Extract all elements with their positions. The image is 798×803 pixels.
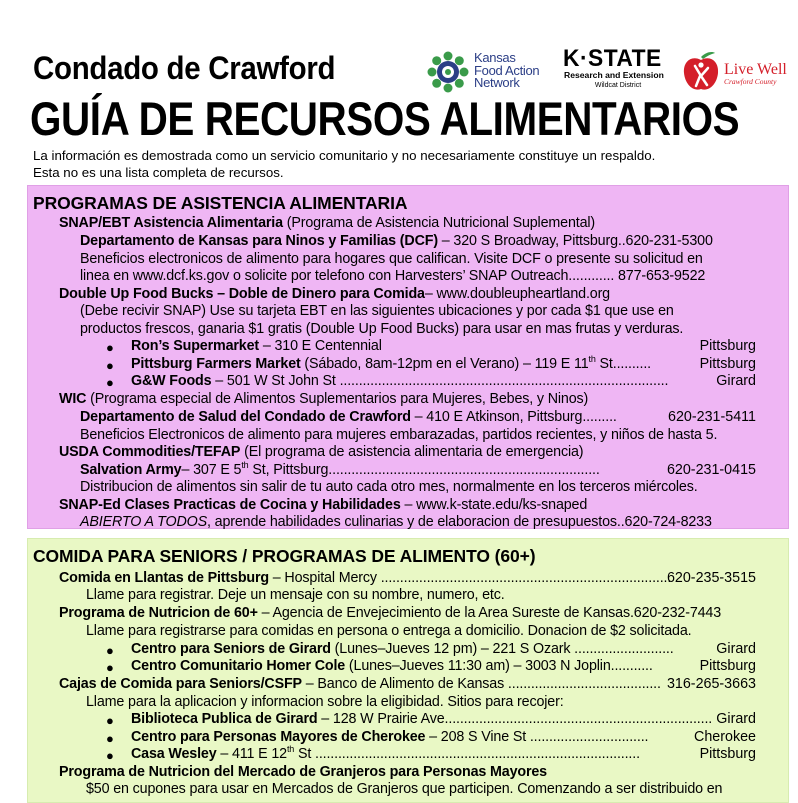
nutrition-60-entry (59, 604, 721, 622)
double-up-url: – www.doubleupheartland.org (424, 286, 610, 302)
csfp-entry (59, 675, 661, 693)
location-name: Casa Wesley (131, 746, 217, 762)
location-name: Centro Comunitario Homer Cole (131, 658, 346, 674)
list-item (131, 372, 668, 390)
location-name: Centro para Personas Mayores de Cherokee (131, 729, 426, 745)
health-dept-title: Departamento de Salud del Condado de Crawford (80, 409, 411, 425)
kstate-subtitle: Research and Extension (564, 70, 664, 80)
kfan-line3: Network (474, 75, 520, 90)
kstate-district: Wildcat District (594, 82, 642, 89)
location-name: Biblioteca Publica de Girard (131, 711, 318, 727)
salvation-army-phone: 620-231-0415 (666, 462, 756, 478)
dcf-desc-line: Beneficios electronicos de alimento para hogares que califican. Visite DCF o presente su solicitud en (80, 251, 703, 267)
bullet-icon: ● (106, 660, 114, 675)
list-item (131, 355, 651, 373)
location-name: G&W Foods (131, 373, 212, 389)
location-city: Pittsburg (699, 338, 756, 354)
leader-dots: ......... (582, 409, 617, 425)
location-address: – 310 E Centennial (259, 338, 382, 354)
dcf-address: – 320 S Broadway, Pittsburg..620-231-5300 (437, 233, 713, 249)
meals-on-wheels-provider: – Hospital Mercy (268, 570, 377, 586)
leader-dots: ....................................................................... (328, 462, 600, 478)
double-up-title: Double Up Food Bucks – Doble de Dinero para Comida (59, 286, 425, 302)
double-up-desc-line: productos frescos, ganaria $1 gratis (Double Up Food Bucks) para usar en mas frutas y verduras. (80, 321, 684, 337)
dcf-desc-line: linea en www.dcf.ks.gov o solicite por telefono con Harvesters’ SNAP Outreach............ 877-653-9522 (80, 268, 706, 284)
location-name: Centro para Seniors de Girard (131, 641, 331, 657)
meals-on-wheels-phone: 620-235-3515 (666, 570, 756, 586)
snap-ed-desc: , aprende habilidades culinarias y de elaboracion de presupuestos..620-724-8233 (207, 514, 712, 530)
location-address: – 501 W St John St (211, 373, 336, 389)
list-item (131, 657, 653, 675)
farmers-market-senior-title: Programa de Nutricion del Mercado de Granjeros para Personas Mayores (59, 764, 547, 780)
leader-dots: ...................................................................... (444, 711, 713, 727)
location-address: (Lunes–Jueves 11:30 am) – 3003 N Joplin (345, 658, 611, 674)
list-item (131, 710, 712, 728)
location-address: (Sábado, 8am-12pm en el Verano) – 119 E 11 (300, 356, 589, 372)
dcf-entry (80, 232, 713, 250)
health-dept-phone: 620-231-5411 (668, 409, 756, 425)
nutrition-60-title: Programa de Nutricion de 60+ (59, 605, 258, 621)
csfp-title: Cajas de Comida para Seniors/CSFP (59, 676, 302, 692)
snap-ed-entry (59, 496, 587, 514)
snap-title: SNAP/EBT Asistencia Alimentaria (59, 215, 283, 231)
location-city: Cherokee (694, 729, 756, 745)
kfan-line1: Kansas (474, 50, 516, 65)
snap-ebt-entry (59, 214, 595, 232)
list-item (131, 728, 648, 746)
snap-ed-url: – www.k-state.edu/ks-snaped (400, 497, 588, 513)
open-to-all: ABIERTO A TODOS (80, 514, 207, 530)
live-well-wordmark: Live Well (724, 61, 787, 78)
dcf-title: Departamento de Kansas para Ninos y Familias (DCF) (80, 233, 438, 249)
location-name: Ron’s Supermarket (131, 338, 260, 354)
live-well-logo (682, 48, 794, 98)
snap-desc: (Programa de Asistencia Nutricional Suplemental) (282, 215, 596, 231)
wic-entry (59, 390, 588, 408)
salvation-army-address: – 307 E 5 (181, 462, 242, 478)
location-city: Pittsburg (699, 746, 756, 762)
kfan-line2: Food Action (474, 62, 540, 78)
wic-title: WIC (59, 391, 87, 407)
list-item (131, 640, 674, 658)
meals-on-wheels-desc: Llame para registrar. Deje un mensaje con su nombre, numero, etc. (86, 587, 505, 603)
disclaimer-line-1: La información es demostrada como un servicio comunitario y no necesariamente constituye un respaldo. (33, 148, 656, 163)
usda-desc-line: Distribucion de alimentos sin salir de tu auto cada otro mes, normalmente en los terceros miércoles. (80, 479, 698, 495)
location-city: Pittsburg (699, 658, 756, 674)
location-address: – 208 S Vine St (425, 729, 527, 745)
location-address: St (595, 356, 613, 372)
section-heading-food-assistance: PROGRAMAS DE ASISTENCIA ALIMENTARIA (33, 193, 408, 213)
leader-dots: ..................................................................................... (311, 746, 640, 762)
nutrition-60-desc: Llame para registrarse para comidas en persona o entrega a domicilio. Donacion de $2 solicitada. (86, 623, 692, 639)
page-title: GUÍA DE RECURSOS ALIMENTARIOS (30, 92, 740, 145)
leader-dots: .......... (612, 356, 651, 372)
csfp-phone: 316-265-3663 (666, 676, 756, 692)
bullet-icon: ● (106, 748, 114, 763)
bullet-icon: ● (106, 358, 114, 373)
usda-entry (59, 443, 583, 461)
location-address: St (294, 746, 312, 762)
county-title: Condado de Crawford (33, 50, 336, 86)
bullet-icon: ● (106, 731, 114, 746)
bullet-icon: ● (106, 375, 114, 390)
location-address: (Lunes–Jueves 12 pm) – 221 S Ozark (330, 641, 571, 657)
farmers-market-senior-desc: $50 en cupones para usar en Mercados de Granjeros que participen. Comenzando a ser distribuido en (86, 781, 723, 797)
disclaimer (33, 147, 655, 181)
disclaimer-line-2: Esta no es una lista completa de recursos. (33, 165, 284, 180)
live-well-subtitle: Crawford County (724, 77, 777, 86)
superscript: th (241, 460, 249, 471)
list-item (131, 337, 755, 355)
usda-title: USDA Commodities/TEFAP (59, 444, 241, 460)
location-city: Girard (716, 373, 756, 389)
farmers-market-senior-entry (59, 763, 547, 781)
salvation-army-title: Salvation Army (80, 462, 182, 478)
apple-icon (682, 48, 720, 94)
double-up-entry (59, 285, 610, 303)
leader-dots: ............................................................................ (376, 570, 672, 586)
health-dept-address: – 410 E Atkinson, Pittsburg (410, 409, 583, 425)
kansas-food-action-network-logo (426, 49, 558, 95)
leader-dots: ........... (610, 658, 653, 674)
list-item (131, 745, 640, 763)
bullet-icon: ● (106, 713, 114, 728)
snap-ed-desc-line (80, 513, 712, 531)
superscript: th (286, 744, 295, 755)
kstate-logo (563, 45, 681, 98)
wic-desc-line: Beneficios Electronicos de alimento para mujeres embarazadas, partidos recientes, y niños de hasta 5. (80, 427, 718, 443)
salvation-army-entry (80, 461, 600, 479)
nutrition-60-provider: – Agencia de Envejecimiento de la Area Sureste de Kansas.620-232-7443 (257, 605, 722, 621)
bullet-icon: ● (106, 643, 114, 658)
salvation-army-address: St, Pittsburg (248, 462, 329, 478)
bullet-icon: ● (106, 340, 114, 355)
kstate-wordmark: K·STATE (563, 45, 662, 72)
csfp-provider: – Banco de Alimento de Kansas (301, 676, 505, 692)
health-dept-entry (80, 408, 617, 426)
location-address: – 128 W Prairie Ave (317, 711, 445, 727)
section-heading-seniors: COMIDA PARA SENIORS / PROGRAMAS DE ALIMENTO (60+) (33, 546, 536, 566)
location-city: Girard (716, 711, 756, 727)
leader-dots: ........................................ (504, 676, 661, 692)
meals-on-wheels-entry (59, 569, 671, 587)
wic-desc: (Programa especial de Alimentos Suplementarios para Mujeres, Bebes, y Ninos) (86, 391, 589, 407)
location-city: Girard (716, 641, 756, 657)
kfan-emblem-icon (426, 50, 470, 94)
location-address: – 411 E 12 (216, 746, 287, 762)
csfp-desc: Llame para la aplicacion y informacion sobre la eligibidad. Sitios para recojer: (86, 694, 564, 710)
usda-desc: (El programa de asistencia alimentaria de emergencia) (240, 444, 584, 460)
leader-dots: .......................... (570, 641, 674, 657)
location-city: Pittsburg (699, 356, 756, 372)
snap-ed-title: SNAP-Ed Clases Practicas de Cocina y Habilidades (59, 497, 401, 513)
leader-dots: ...................................................................................... (335, 373, 669, 389)
superscript: th (588, 354, 596, 365)
leader-dots: ............................... (526, 729, 649, 745)
double-up-desc-line: (Debe recivir SNAP) Use su tarjeta EBT en las siguientes ubicaciones y por cada $1 que use en (80, 303, 674, 319)
meals-on-wheels-title: Comida en Llantas de Pittsburg (59, 570, 269, 586)
location-name: Pittsburg Farmers Market (131, 356, 301, 372)
